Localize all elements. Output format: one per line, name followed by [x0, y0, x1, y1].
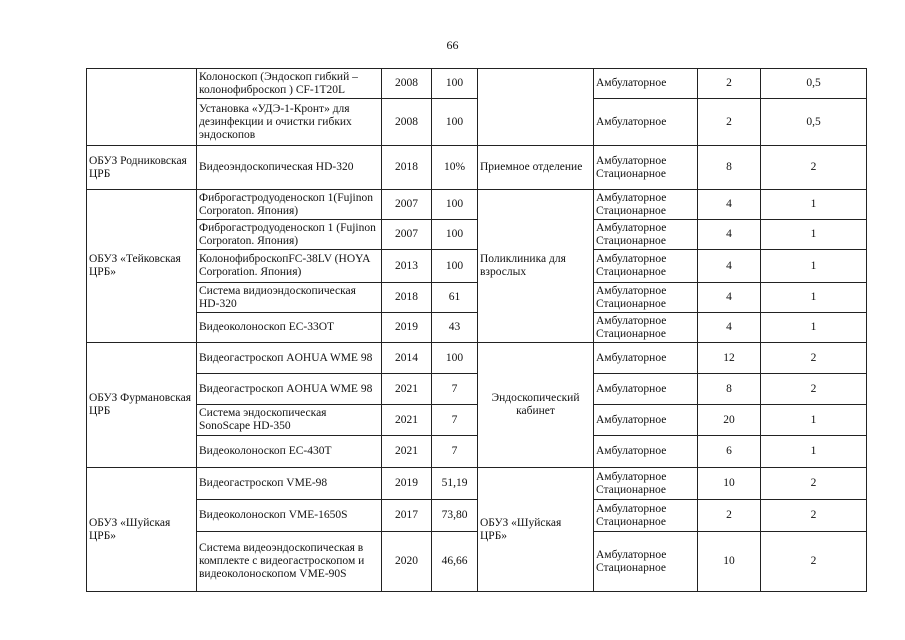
- table-row: [87, 190, 867, 220]
- table-body: [87, 69, 867, 592]
- equipment-table: [86, 68, 867, 592]
- rate-cell: 2: [761, 374, 867, 405]
- device-cell: Фиброгастродуоденоскоп 1 (Fujinon Corporaton. Япония): [197, 220, 382, 250]
- table-row: [87, 283, 867, 313]
- shifts-cell: 4: [698, 313, 761, 343]
- mode-cell: Амбулаторное Стационарное: [594, 500, 698, 532]
- year-cell: 2013: [382, 250, 432, 283]
- organization-cell: ОБУЗ Родниковская ЦРБ: [87, 146, 197, 190]
- year-cell: 2021: [382, 436, 432, 468]
- year-cell: 2020: [382, 532, 432, 592]
- shifts-cell: 8: [698, 374, 761, 405]
- device-cell: Видеоколоноскоп EC-430T: [197, 436, 382, 468]
- department-cell: Эндоскопический кабинет: [478, 343, 594, 468]
- organization-cell: ОБУЗ Фурмановская ЦРБ: [87, 343, 197, 468]
- wear-cell: 43: [432, 313, 478, 343]
- mode-cell: Амбулаторное Стационарное: [594, 250, 698, 283]
- table-row: [87, 220, 867, 250]
- wear-cell: 46,66: [432, 532, 478, 592]
- shifts-cell: 2: [698, 99, 761, 146]
- mode-cell: Амбулаторное Стационарное: [594, 532, 698, 592]
- mode-cell: Амбулаторное Стационарное: [594, 468, 698, 500]
- mode-cell: Амбулаторное Стационарное: [594, 283, 698, 313]
- department-cell: Приемное отделение: [478, 146, 594, 190]
- wear-cell: 100: [432, 190, 478, 220]
- table-row: [87, 69, 867, 99]
- device-cell: Видеоколоноскоп VME-1650S: [197, 500, 382, 532]
- wear-cell: 7: [432, 374, 478, 405]
- year-cell: 2014: [382, 343, 432, 374]
- rate-cell: 1: [761, 405, 867, 436]
- rate-cell: 2: [761, 146, 867, 190]
- organization-cell: [87, 69, 197, 146]
- page-number: 66: [446, 38, 459, 52]
- year-cell: 2017: [382, 500, 432, 532]
- shifts-cell: 4: [698, 250, 761, 283]
- wear-cell: 100: [432, 99, 478, 146]
- wear-cell: 100: [432, 69, 478, 99]
- rate-cell: 2: [761, 500, 867, 532]
- rate-cell: 1: [761, 220, 867, 250]
- rate-cell: 2: [761, 468, 867, 500]
- department-cell: [478, 69, 594, 146]
- wear-cell: 10%: [432, 146, 478, 190]
- year-cell: 2018: [382, 283, 432, 313]
- mode-cell: Амбулаторное Стационарное: [594, 190, 698, 220]
- wear-cell: 100: [432, 343, 478, 374]
- device-cell: Видеоколоноскоп EC-33OT: [197, 313, 382, 343]
- wear-cell: 7: [432, 405, 478, 436]
- rate-cell: 0,5: [761, 69, 867, 99]
- device-cell: Установка «УДЭ-1-Кронт» для дезинфекции и очистки гибких эндоскопов: [197, 99, 382, 146]
- rate-cell: 1: [761, 436, 867, 468]
- mode-cell: Амбулаторное Стационарное: [594, 146, 698, 190]
- table-row: [87, 313, 867, 343]
- shifts-cell: 2: [698, 500, 761, 532]
- wear-cell: 51,19: [432, 468, 478, 500]
- device-cell: Фиброгастродуоденоскоп 1(Fujinon Corporaton. Япония): [197, 190, 382, 220]
- table-row: [87, 374, 867, 405]
- device-cell: Система видиоэндоскопическая HD-320: [197, 283, 382, 313]
- rate-cell: 1: [761, 250, 867, 283]
- table-row: [87, 468, 867, 500]
- year-cell: 2008: [382, 99, 432, 146]
- department-cell: ОБУЗ «Шуйская ЦРБ»: [478, 468, 594, 592]
- year-cell: 2018: [382, 146, 432, 190]
- shifts-cell: 4: [698, 283, 761, 313]
- table-row: [87, 532, 867, 592]
- device-cell: КолонофиброскопFC-38LV (HOYA Corporation. Япония): [197, 250, 382, 283]
- year-cell: 2007: [382, 190, 432, 220]
- shifts-cell: 12: [698, 343, 761, 374]
- department-cell: Поликлиника для взрослых: [478, 190, 594, 343]
- wear-cell: 73,80: [432, 500, 478, 532]
- rate-cell: 1: [761, 283, 867, 313]
- device-cell: Система видеоэндоскопическая в комплекте с видеогастроскопом и видеоколоноскопом VME-90S: [197, 532, 382, 592]
- year-cell: 2021: [382, 405, 432, 436]
- year-cell: 2007: [382, 220, 432, 250]
- rate-cell: 1: [761, 313, 867, 343]
- organization-cell: ОБУЗ «Шуйская ЦРБ»: [87, 468, 197, 592]
- device-cell: Колоноскоп (Эндоскоп гибкий –колонофиброскоп ) CF-1T20L: [197, 69, 382, 99]
- rate-cell: 2: [761, 532, 867, 592]
- wear-cell: 100: [432, 220, 478, 250]
- wear-cell: 61: [432, 283, 478, 313]
- table-row: [87, 343, 867, 374]
- table-row: [87, 250, 867, 283]
- mode-cell: Амбулаторное: [594, 343, 698, 374]
- shifts-cell: 4: [698, 190, 761, 220]
- wear-cell: 100: [432, 250, 478, 283]
- shifts-cell: 6: [698, 436, 761, 468]
- table-row: [87, 405, 867, 436]
- mode-cell: Амбулаторное Стационарное: [594, 220, 698, 250]
- year-cell: 2019: [382, 313, 432, 343]
- shifts-cell: 20: [698, 405, 761, 436]
- shifts-cell: 4: [698, 220, 761, 250]
- shifts-cell: 8: [698, 146, 761, 190]
- rate-cell: 2: [761, 343, 867, 374]
- year-cell: 2008: [382, 69, 432, 99]
- rate-cell: 0,5: [761, 99, 867, 146]
- mode-cell: Амбулаторное: [594, 99, 698, 146]
- shifts-cell: 2: [698, 69, 761, 99]
- device-cell: Видеогастроскоп AOHUA WME 98: [197, 343, 382, 374]
- mode-cell: Амбулаторное: [594, 436, 698, 468]
- table-row: [87, 436, 867, 468]
- organization-cell: ОБУЗ «Тейковская ЦРБ»: [87, 190, 197, 343]
- year-cell: 2021: [382, 374, 432, 405]
- mode-cell: Амбулаторное Стационарное: [594, 313, 698, 343]
- mode-cell: Амбулаторное: [594, 69, 698, 99]
- shifts-cell: 10: [698, 468, 761, 500]
- device-cell: Видеогастроскоп VME-98: [197, 468, 382, 500]
- wear-cell: 7: [432, 436, 478, 468]
- device-cell: Система эндоскопическая SonoScape HD-350: [197, 405, 382, 436]
- mode-cell: Амбулаторное: [594, 374, 698, 405]
- mode-cell: Амбулаторное: [594, 405, 698, 436]
- table-row: [87, 500, 867, 532]
- rate-cell: 1: [761, 190, 867, 220]
- device-cell: Видеогастроскоп AOHUA WME 98: [197, 374, 382, 405]
- year-cell: 2019: [382, 468, 432, 500]
- device-cell: Видеоэндоскопическая HD-320: [197, 146, 382, 190]
- table-row: [87, 99, 867, 146]
- shifts-cell: 10: [698, 532, 761, 592]
- table-row: [87, 146, 867, 190]
